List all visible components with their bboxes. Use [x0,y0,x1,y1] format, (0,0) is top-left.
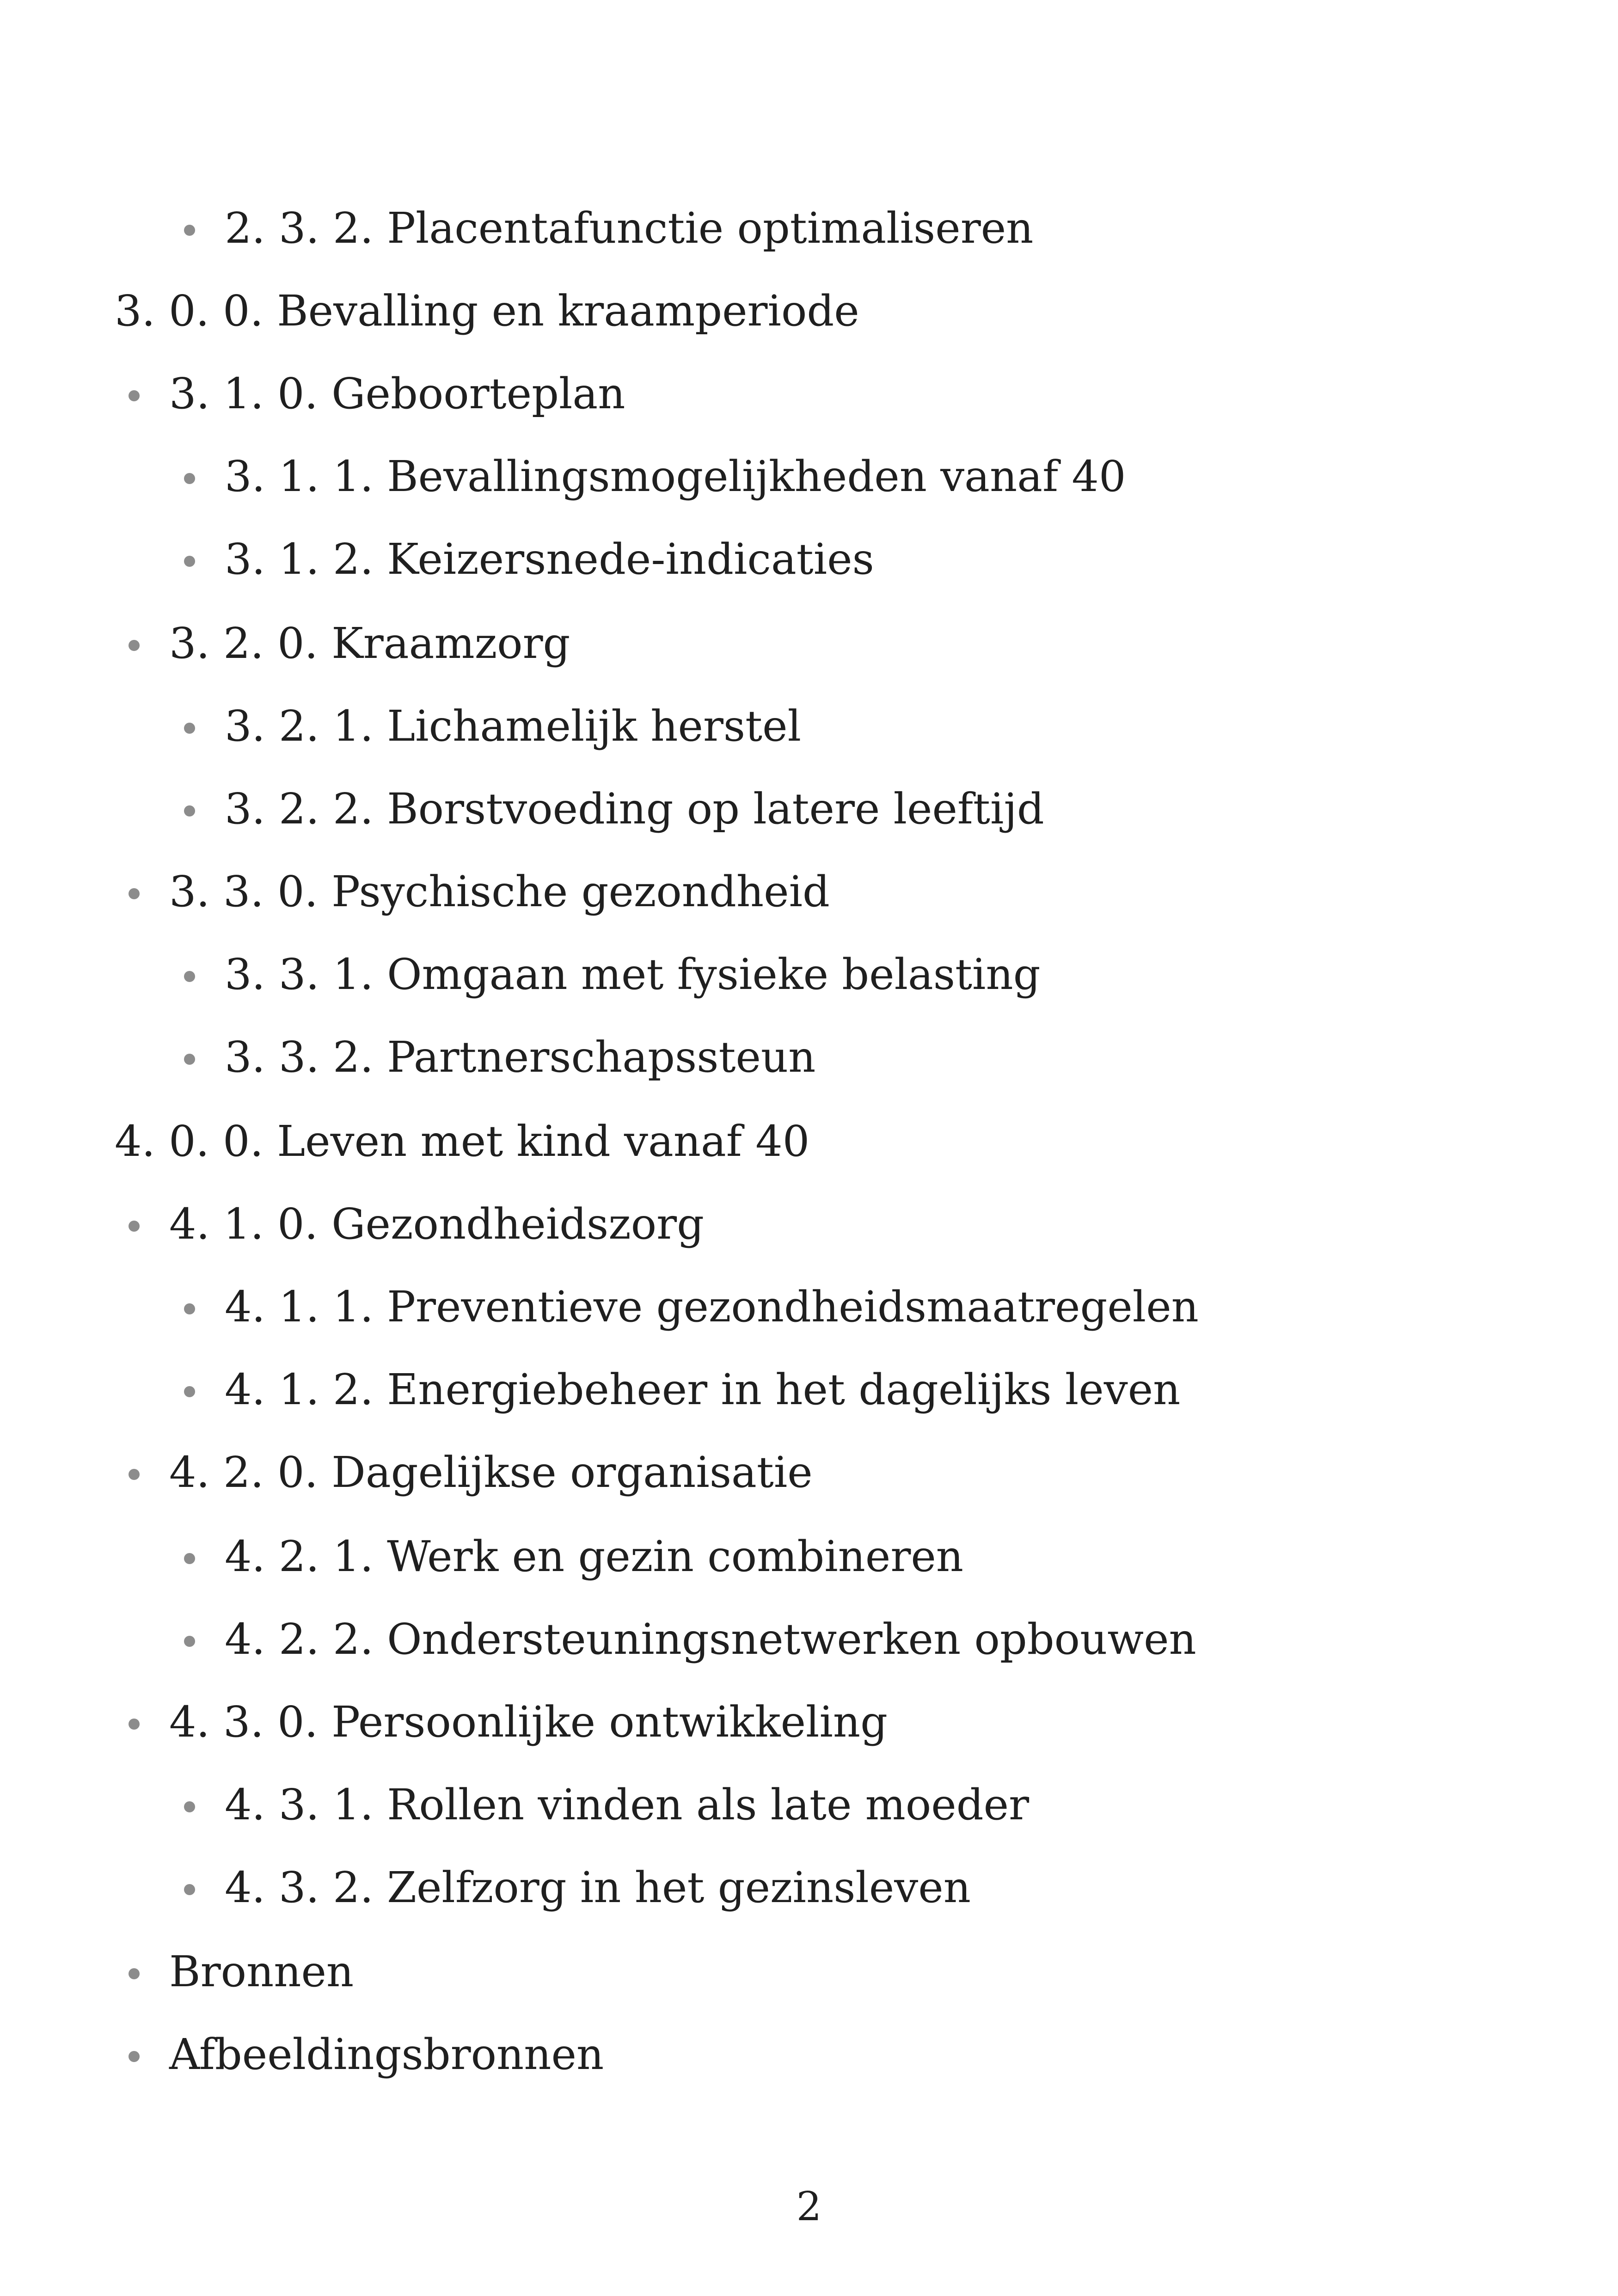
toc-entry-label: 4. 0. 0. Leven met kind vanaf 40 [115,1117,810,1166]
bullet-icon [129,1968,140,1979]
toc-entry-label: 3. 2. 2. Borstvoeding op latere leeftijd [225,784,1044,834]
toc-entry[interactable] [0,1282,1618,1332]
toc-entry-label: 3. 2. 1. Lichamelijk herstel [225,701,801,751]
toc-entry[interactable] [0,1448,1618,1498]
toc-entry[interactable] [0,1615,1618,1664]
toc-entry[interactable] [0,534,1618,584]
bullet-icon [184,225,195,236]
bullet-icon [184,556,195,567]
bullet-icon [184,1303,195,1314]
bullet-icon [184,805,195,816]
bullet-icon [184,1884,195,1895]
bullet-icon [184,1636,195,1647]
toc-entry[interactable] [0,286,1618,336]
toc-entry[interactable] [0,950,1618,1000]
toc-entry[interactable] [0,784,1618,834]
toc-entry[interactable] [0,369,1618,419]
toc-entry[interactable] [0,1199,1618,1249]
bullet-icon [129,1719,140,1730]
toc-entry-label: Bronnen [169,1947,354,1996]
toc-entry[interactable] [0,867,1618,917]
bullet-icon [184,1553,195,1564]
toc-entry-label: 4. 2. 2. Ondersteuningsnetwerken opbouwen [225,1615,1196,1664]
toc-entry-label: 4. 3. 2. Zelfzorg in het gezinsleven [225,1863,971,1912]
bullet-icon [184,473,195,484]
toc-entry[interactable] [0,619,1618,669]
bullet-icon [184,723,195,734]
toc-entry-label: 4. 1. 0. Gezondheidszorg [169,1199,704,1249]
bullet-icon [129,1469,140,1480]
toc-entry-label: 3. 2. 0. Kraamzorg [169,619,570,668]
toc-entry-label: 4. 3. 1. Rollen vinden als late moeder [225,1780,1030,1829]
toc-entry[interactable] [0,1697,1618,1747]
bullet-icon [184,1054,195,1065]
bullet-icon [129,2051,140,2062]
toc-entry[interactable] [0,452,1618,502]
bullet-icon [129,640,140,651]
toc-entry[interactable] [0,1780,1618,1830]
toc-entry-label: 4. 2. 1. Werk en gezin combineren [225,1532,964,1581]
toc-entry-label: Afbeeldingsbronnen [169,2030,604,2079]
toc-entry[interactable] [0,1117,1618,1166]
toc-entry-label: 2. 3. 2. Placentafunctie optimaliseren [225,203,1034,253]
toc-entry[interactable] [0,1532,1618,1582]
toc-entry[interactable] [0,1863,1618,1913]
toc-entry[interactable] [0,203,1618,253]
toc-entry-label: 3. 1. 2. Keizersnede-indicaties [225,534,874,584]
toc-entry[interactable] [0,2030,1618,2080]
page-number: 2 [796,2184,822,2230]
toc-entry-label: 4. 1. 1. Preventieve gezondheidsmaatregelen [225,1282,1199,1332]
bullet-icon [129,1221,140,1232]
bullet-icon [184,1386,195,1397]
toc-entry-label: 3. 1. 0. Geboorteplan [169,369,625,418]
toc-entry[interactable] [0,1032,1618,1082]
toc-entry-label: 3. 1. 1. Bevallingsmogelijkheden vanaf 40 [225,452,1126,501]
bullet-icon [129,888,140,899]
toc-entry-label: 3. 3. 0. Psychische gezondheid [169,867,830,916]
bullet-icon [184,1801,195,1812]
toc-entry-label: 4. 1. 2. Energiebeheer in het dagelijks leven [225,1365,1181,1414]
toc-entry[interactable] [0,1947,1618,1997]
toc-entry[interactable] [0,701,1618,751]
toc-entry-label: 3. 3. 1. Omgaan met fysieke belasting [225,950,1041,999]
toc-entry-label: 4. 2. 0. Dagelijkse organisatie [169,1448,813,1497]
toc-entry-label: 4. 3. 0. Persoonlijke ontwikkeling [169,1697,888,1747]
toc-entry-label: 3. 0. 0. Bevalling en kraamperiode [115,286,859,336]
toc-entry-label: 3. 3. 2. Partnerschapssteun [225,1032,816,1082]
bullet-icon [184,971,195,982]
toc-entry[interactable] [0,1365,1618,1415]
bullet-icon [129,390,140,401]
